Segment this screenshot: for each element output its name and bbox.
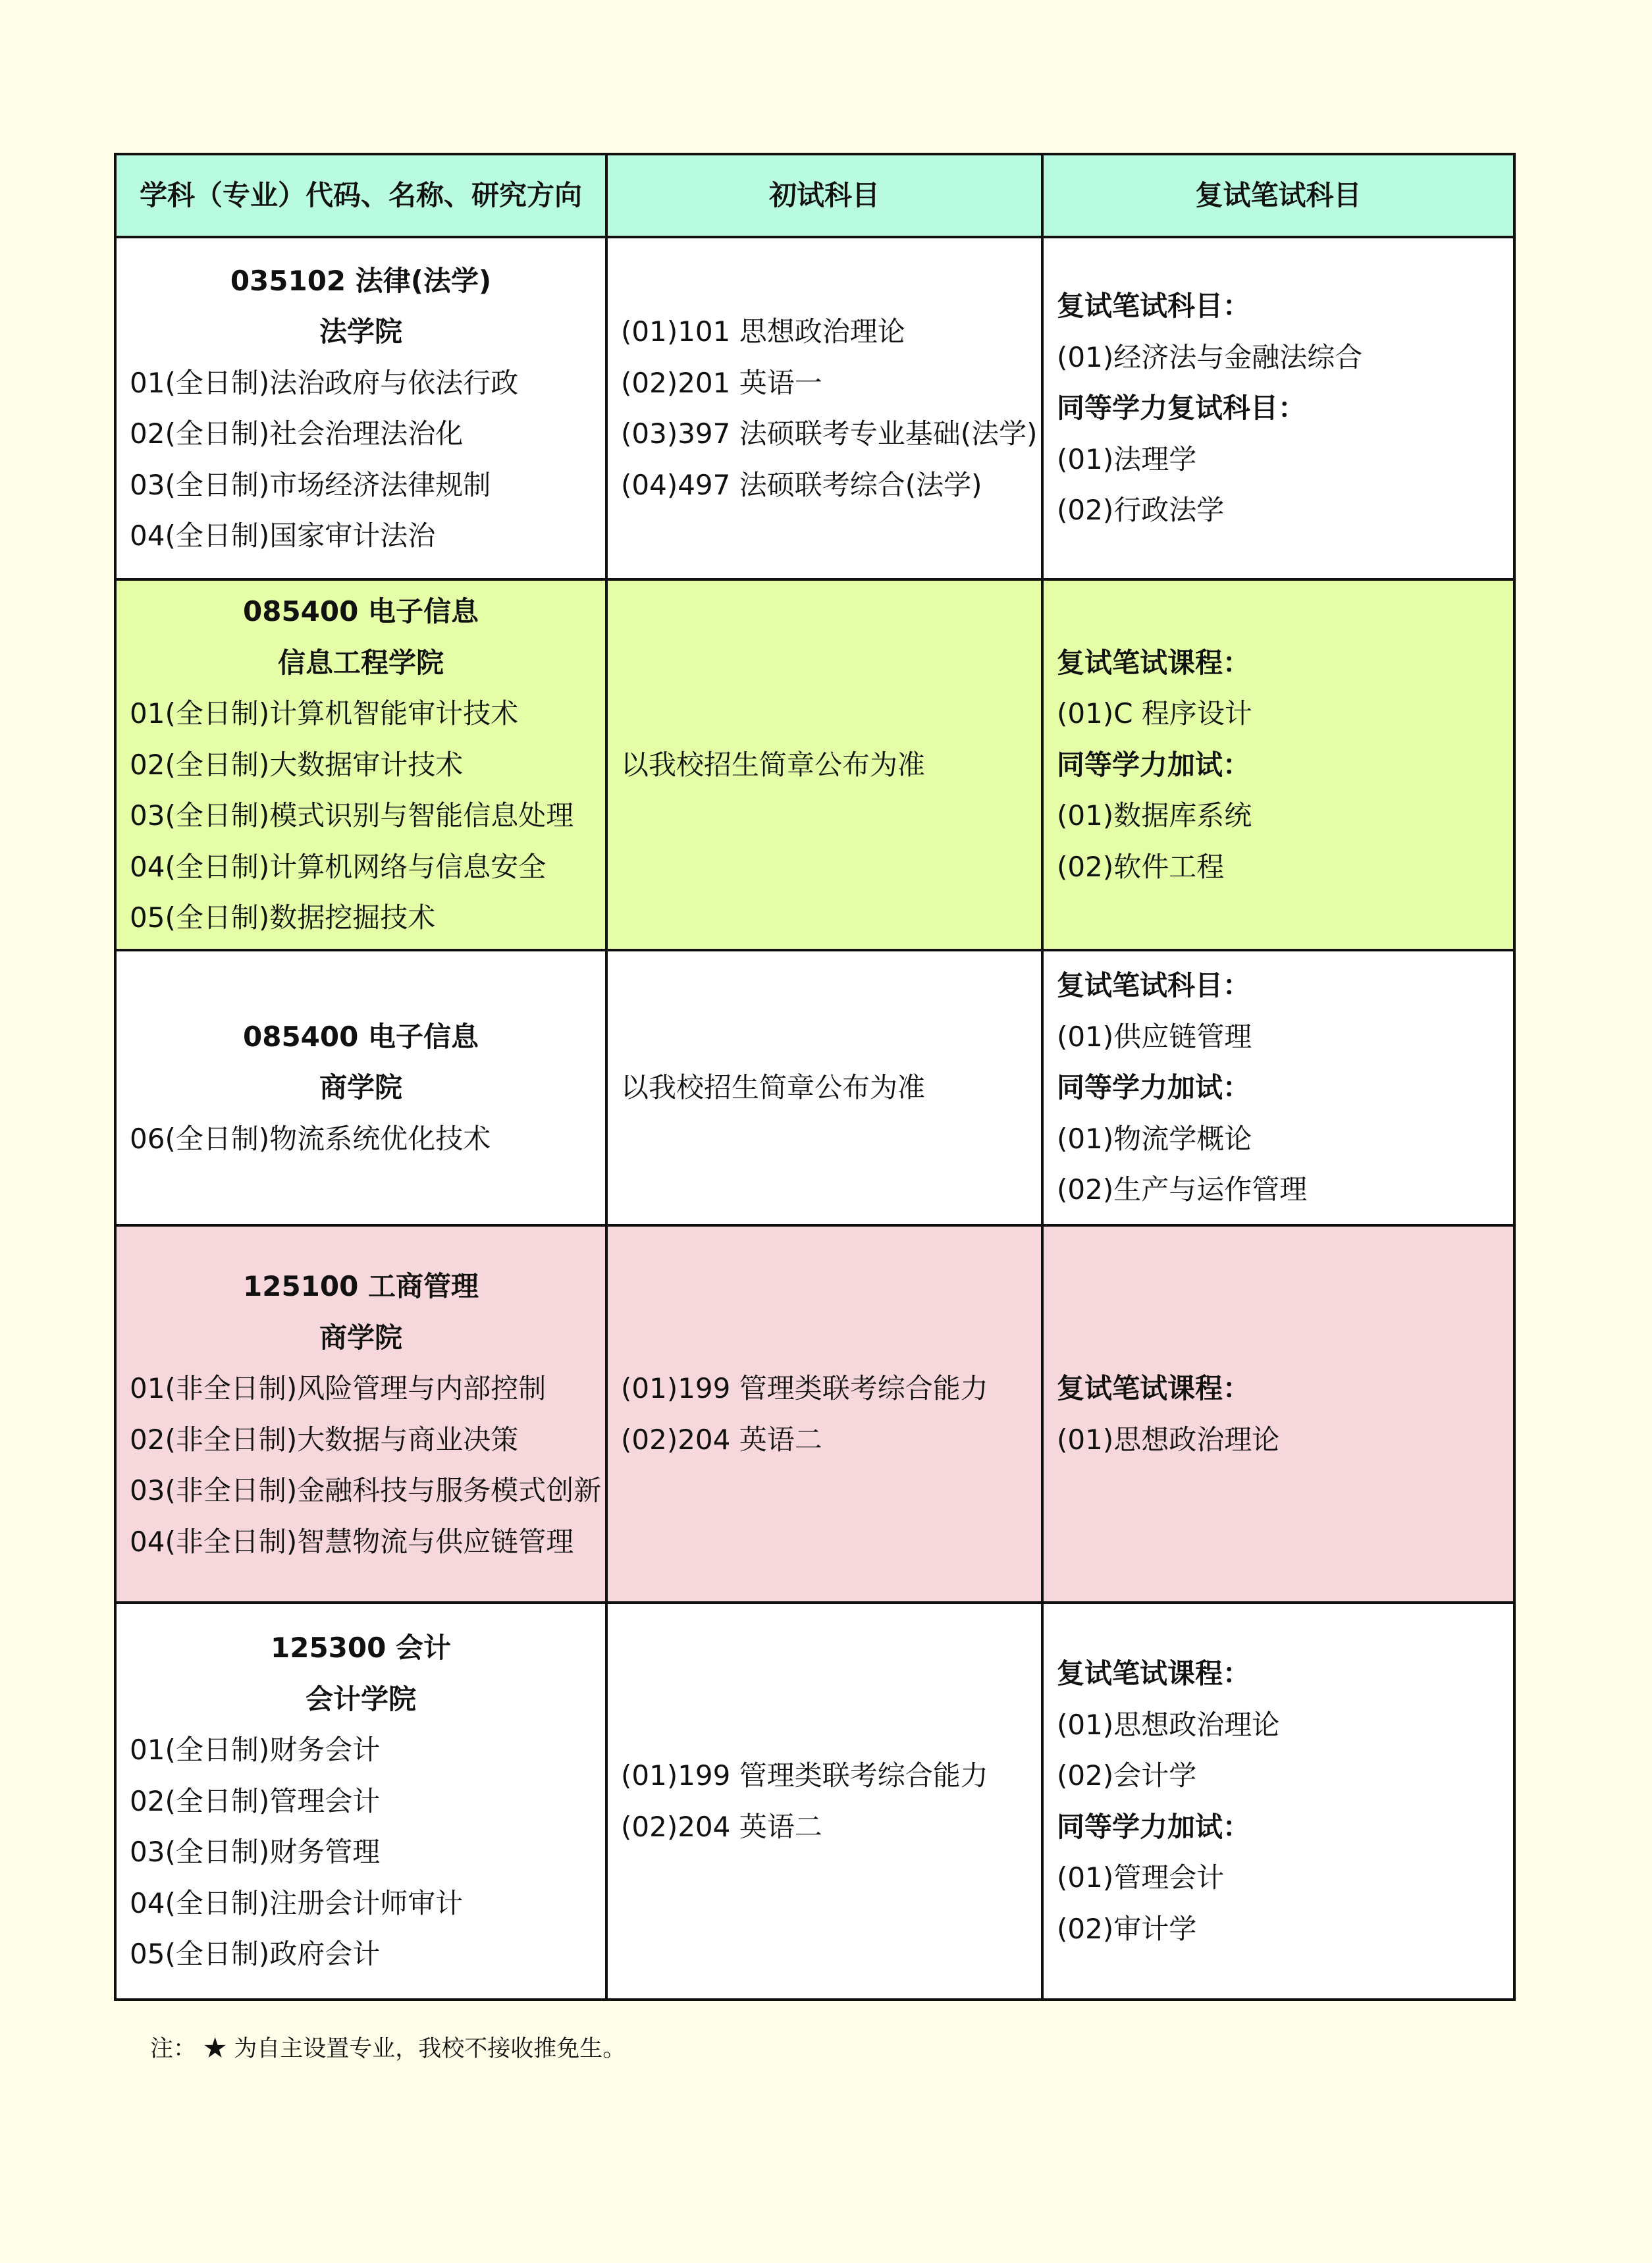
program-cell [115,579,606,950]
research-direction: 06(全日制)物流系统优化技术 [130,1122,491,1155]
exam-subjects-cell [606,237,1042,579]
program-code-name: 125300 会计 [271,1632,451,1664]
research-direction: 02(全日制)社会治理法治化 [130,417,464,450]
retest-heading: 复试笔试课程： [1057,1372,1251,1404]
research-direction: 04(全日制)注册会计师审计 [130,1886,464,1919]
retest-heading: 同等学力加试： [1057,1810,1251,1843]
retest-item: (01)思想政治理论 [1057,1423,1280,1456]
retest-item: (01)供应链管理 [1057,1020,1252,1053]
table-row [115,237,1514,579]
program-code-name: 085400 电子信息 [243,595,479,628]
program-cell [115,950,606,1225]
retest-item: (01)管理会计 [1057,1861,1225,1894]
exam-subject: (01)199 管理类联考综合能力 [621,1372,988,1404]
retest-heading: 复试笔试课程： [1057,646,1251,679]
research-direction: 03(非全日制)金融科技与服务模式创新 [130,1474,602,1506]
retest-item: (02)审计学 [1057,1912,1197,1945]
research-direction: 02(全日制)管理会计 [130,1784,381,1817]
research-direction: 01(非全日制)风险管理与内部控制 [130,1372,546,1404]
footnote: 注： ★ 为自主设置专业，我校不接收推免生。 [150,2036,626,2062]
retest-cell [1042,1603,1514,2000]
research-direction: 03(全日制)模式识别与智能信息处理 [130,799,574,832]
program-college: 法学院 [319,315,402,348]
table-row [115,1603,1514,2000]
program-cell [115,1225,606,1603]
exam-subject: 以我校招生简章公布为准 [621,1071,926,1104]
exam-subjects-cell [606,579,1042,950]
retest-item: (01)C 程序设计 [1057,697,1252,730]
exam-subject: (02)204 英语二 [621,1423,822,1456]
exam-subject: (01)101 思想政治理论 [621,315,905,348]
retest-heading: 同等学力复试科目： [1057,392,1306,425]
research-direction: 05(全日制)数据挖掘技术 [130,901,436,934]
program-college: 信息工程学院 [277,646,444,679]
program-code-name: 125100 工商管理 [243,1270,479,1302]
retest-heading: 复试笔试课程： [1057,1657,1251,1690]
research-direction: 04(全日制)国家审计法治 [130,519,436,552]
exam-subjects-cell [606,1225,1042,1603]
table-row [115,579,1514,950]
research-direction: 01(全日制)法治政府与依法行政 [130,366,519,399]
header-program: 学科（专业）代码、名称、研究方向 [115,154,606,237]
program-cell [115,1603,606,2000]
research-direction: 02(非全日制)大数据与商业决策 [130,1423,519,1456]
exam-subject: 以我校招生简章公布为准 [621,748,926,781]
retest-cell [1042,237,1514,579]
retest-item: (02)软件工程 [1057,850,1225,883]
retest-heading: 复试笔试科目： [1057,969,1251,1002]
table-row [115,950,1514,1225]
research-direction: 01(全日制)计算机智能审计技术 [130,697,519,730]
research-direction: 05(全日制)政府会计 [130,1938,381,1971]
retest-cell [1042,950,1514,1225]
retest-cell [1042,579,1514,950]
retest-heading: 复试笔试科目： [1057,290,1251,323]
exam-subject: (01)199 管理类联考综合能力 [621,1759,988,1792]
program-code-name: 035102 法律(法学) [230,264,492,297]
program-college: 商学院 [319,1071,402,1104]
retest-item: (02)行政法学 [1057,494,1225,527]
research-direction: 04(非全日制)智慧物流与供应链管理 [130,1525,574,1558]
program-college: 商学院 [319,1321,402,1354]
research-direction: 01(全日制)财务会计 [130,1734,381,1767]
header-exam-subjects: 初试科目 [606,154,1042,237]
research-direction: 04(全日制)计算机网络与信息安全 [130,850,546,883]
program-code-name: 085400 电子信息 [243,1020,479,1053]
research-direction: 02(全日制)大数据审计技术 [130,748,464,781]
retest-item: (01)法理学 [1057,442,1197,475]
retest-item: (02)生产与运作管理 [1057,1173,1308,1206]
exam-subject: (02)201 英语一 [621,366,822,399]
exam-subject: (03)397 法硕联考专业基础(法学) [621,417,1038,450]
retest-heading: 同等学力加试： [1057,1071,1251,1104]
exam-subject: (04)497 法硕联考综合(法学) [621,468,982,501]
retest-item: (01)经济法与金融法综合 [1057,340,1363,373]
retest-heading: 同等学力加试： [1057,748,1251,781]
retest-cell [1042,1225,1514,1603]
program-cell [115,237,606,579]
retest-item: (01)物流学概论 [1057,1122,1252,1155]
table-header-row [115,154,1514,237]
exam-subjects-cell [606,950,1042,1225]
program-college: 会计学院 [305,1682,416,1715]
retest-item: (01)数据库系统 [1057,799,1252,832]
retest-item: (02)会计学 [1057,1759,1197,1792]
retest-item: (01)思想政治理论 [1057,1708,1280,1741]
exam-subjects-cell [606,1603,1042,2000]
table-row [115,1225,1514,1603]
exam-subject: (02)204 英语二 [621,1810,822,1843]
research-direction: 03(全日制)市场经济法律规制 [130,468,491,501]
header-retest-subjects: 复试笔试科目 [1042,154,1514,237]
program-table [114,153,1516,2001]
research-direction: 03(全日制)财务管理 [130,1836,381,1869]
